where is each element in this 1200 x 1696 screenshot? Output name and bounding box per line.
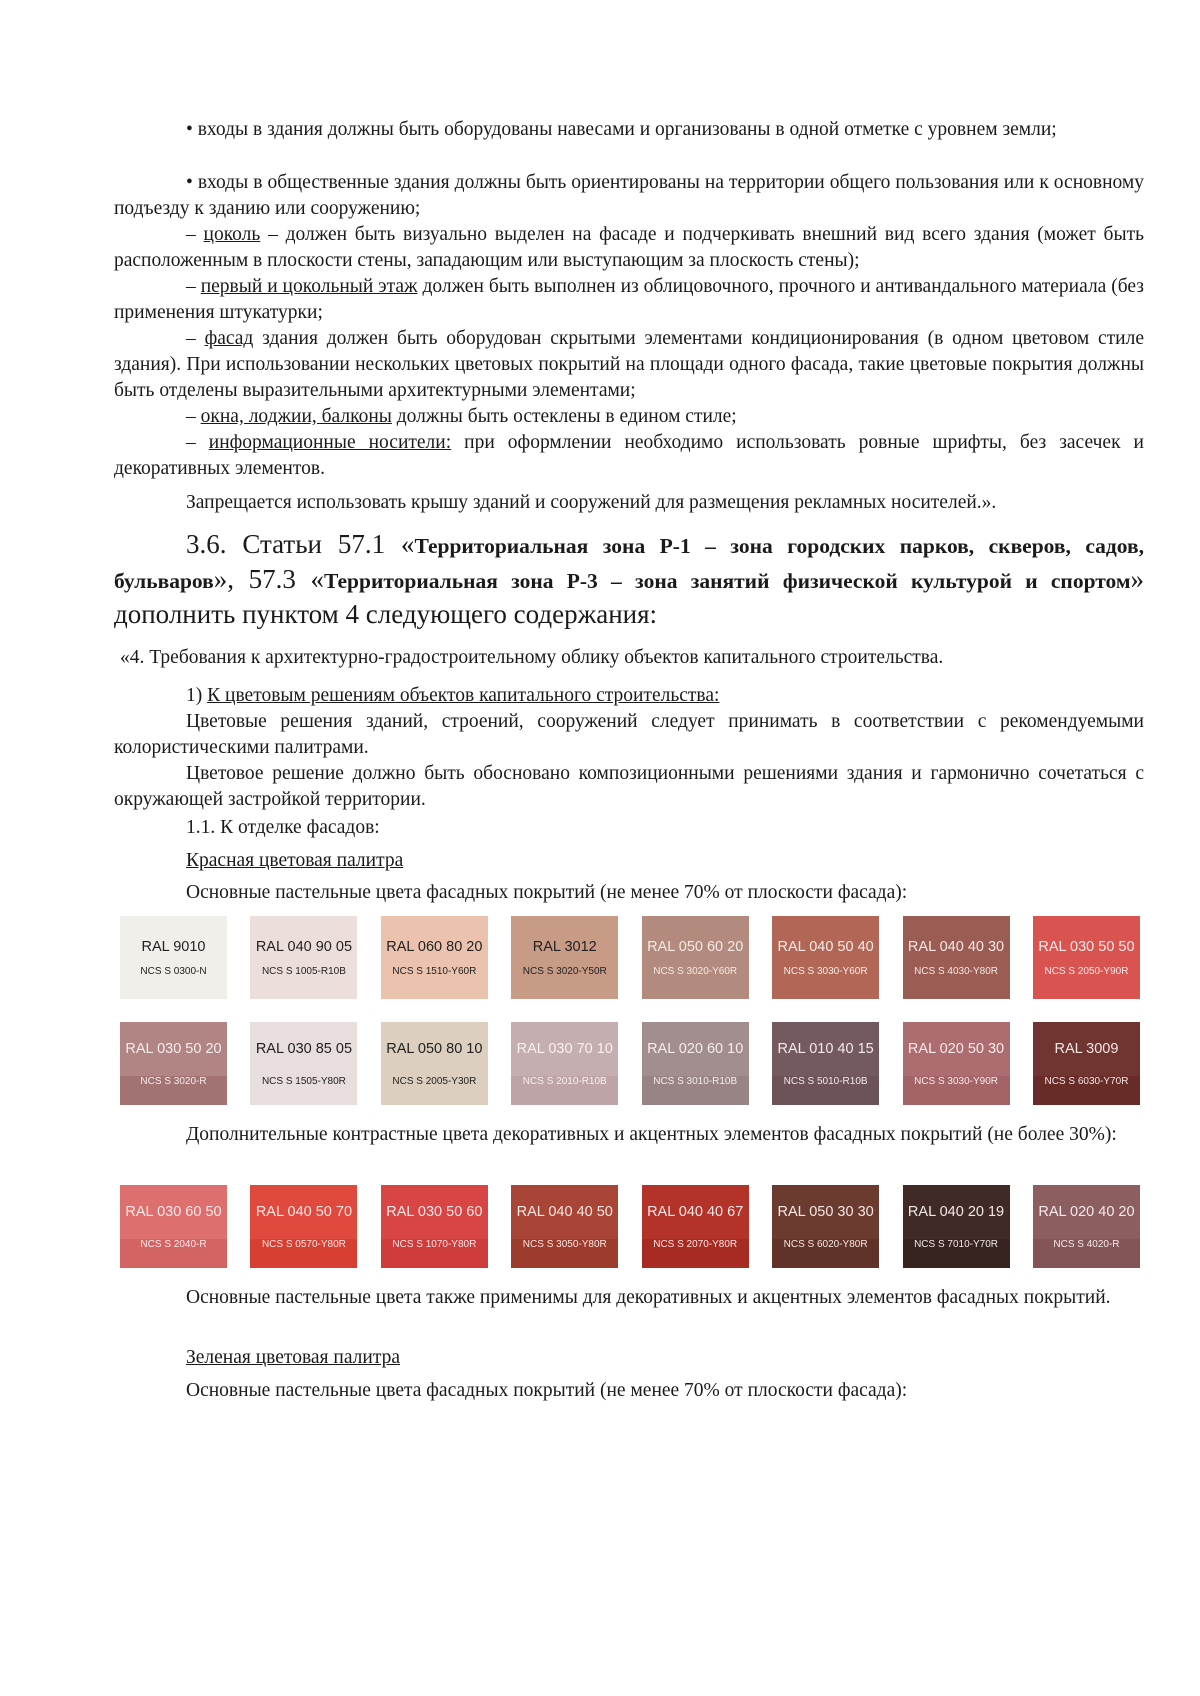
ral-code: RAL 020 60 10 [647,1041,744,1057]
ncs-code: NCS S 3010-R10B [653,1076,738,1087]
ral-code: RAL 030 50 50 [1038,938,1135,955]
color-swatch [511,1185,618,1268]
red-palette-heading [114,848,1144,874]
paragraph-color-palettes [114,709,1144,761]
paragraph-windows [114,404,1144,430]
color-swatch [1033,1185,1140,1268]
color-swatch [903,1022,1010,1105]
color-swatch [772,1022,879,1105]
main-palette-row-2 [120,1022,1140,1105]
dash: – [186,328,205,349]
swatch-bottom [903,1076,1010,1105]
ral-code: RAL 040 40 50 [516,1204,613,1220]
swatch-bottom [381,1239,488,1268]
color-swatch [772,1185,879,1268]
swatch-top [120,1022,227,1076]
ncs-code: NCS S 2040-R [140,1239,207,1250]
ncs-code: NCS S 3030-Y60R [783,965,868,977]
ncs-code: NCS S 2050-Y90R [1044,965,1129,977]
swatch-bottom [903,1239,1010,1268]
dash: – [186,224,204,245]
heading-text: », 57.3 « [213,564,324,594]
paragraph-text: должны быть остеклены в едином стиле; [391,406,737,427]
ncs-code: NCS S 7010-Y70R [914,1239,998,1250]
ncs-code: NCS S 0300-N [140,965,207,977]
dash: – [186,276,201,297]
ral-code: RAL 030 50 20 [125,1041,222,1057]
swatch-bottom [772,1239,879,1268]
heading-zone-r1: Территориальная зона Р-1 – зона городских парков, скверов, садов, бульваров [114,534,1144,593]
ncs-code: NCS S 3020-R [140,1076,207,1087]
dash: – [186,432,209,453]
list-number: 1) [186,685,208,706]
heading-zone-r3: Территориальная зона Р-3 – зона занятий физической культурой и спортом [323,569,1131,593]
ral-code: RAL 050 30 30 [777,1204,874,1220]
swatch-bottom [511,1239,618,1268]
ral-code: RAL 030 60 50 [125,1204,222,1220]
ral-code: RAL 040 40 67 [647,1204,744,1220]
swatch-bottom [250,1076,357,1105]
swatch-top [511,1185,618,1239]
term-plinth: цоколь [203,224,261,245]
main-palette-row-1 [120,916,1140,999]
paragraph-public-entrances [114,170,1144,222]
swatch-top [1033,1185,1140,1239]
paragraph-color-justification [114,761,1144,813]
paragraph-text: Дополнительные контрастные цвета декоративных и акцентных элементов фасадных покрытий (не более 30%): [186,1124,1117,1145]
color-swatch [250,1022,357,1105]
ncs-code: NCS S 1510-Y60R [392,965,477,977]
swatch-bottom [381,1076,488,1105]
color-swatch [511,916,618,999]
accent-palette-row [120,1185,1140,1268]
paragraph-facade [114,326,1144,404]
palette-title: Красная цветовая палитра [186,850,404,871]
paragraph-text: • входы в здания должны быть оборудованы навесами и организованы в одной отметке с уровнем земли; [186,119,1057,140]
ncs-code: NCS S 1505-Y80R [261,1076,346,1087]
term-facade: фасад [204,328,254,349]
swatch-top [120,1185,227,1239]
ral-code: RAL 050 80 10 [386,1041,483,1057]
paragraph-facade-finish [114,815,1144,841]
swatch-top [381,1185,488,1239]
swatch-bottom [642,1076,749,1105]
color-swatch [1033,1022,1140,1105]
paragraph-text: Запрещается использовать крышу зданий и сооружений для размещения рекламных носителей.». [186,492,997,513]
color-swatch [1033,916,1140,999]
paragraph-info-media [114,430,1144,482]
swatch-top [903,1185,1010,1239]
ncs-code: NCS S 1005-R10B [261,965,346,977]
ral-code: RAL 030 85 05 [255,1041,353,1057]
color-swatch [642,1022,749,1105]
green-palette-heading [114,1345,1144,1371]
color-swatch [250,1185,357,1268]
swatch-top [250,1022,357,1076]
swatch-top [511,1022,618,1076]
swatch-bottom [250,1239,357,1268]
heading-text: » дополнить пунктом 4 следующего содержания: [114,564,1144,629]
paragraph-text: «4. Требования к архитектурно-градостроительному облику объектов капитального строительства. [120,647,944,668]
ncs-code: NCS S 1070-Y80R [392,1239,477,1250]
paragraph-text: Цветовые решения зданий, строений, сооружений следует принимать в соответствии с рекомендуемыми колористическими палитрами. [114,711,1144,758]
ral-code: RAL 040 90 05 [255,938,353,955]
paragraph-requirements-title [120,645,1150,671]
ncs-code: NCS S 3030-Y90R [914,1076,998,1087]
swatch-bottom [1033,1076,1140,1105]
color-swatch [120,1022,227,1105]
swatch-bottom [120,1239,227,1268]
color-swatch [642,1185,749,1268]
paragraph-roof-ads [114,490,1144,516]
swatch-bottom [772,1076,879,1105]
paragraph-text: при оформлении необходимо использовать ровные шрифты, без засечек и декоративных элементов. [114,432,1144,479]
paragraph-first-floor [114,274,1144,326]
ral-code: RAL 060 80 20 [386,938,483,955]
swatch-bottom [511,1076,618,1105]
color-swatch [642,916,749,999]
term-info-media: информационные носители: [208,432,452,453]
swatch-top [1033,1022,1140,1076]
color-swatch [772,916,879,999]
color-swatch [120,1185,227,1268]
swatch-top [642,1022,749,1076]
ncs-code: NCS S 2070-Y80R [653,1239,738,1250]
subheading-color-solutions: К цветовым решениям объектов капитального строительства: [207,685,720,706]
color-swatch [381,1185,488,1268]
paragraph-entrances [114,117,1144,143]
paragraph-text: здания должен быть оборудован скрытыми элементами кондиционирования (в одном цветовом стиле здания). При использовании нескольких цветовых покрытий на площади одного фасада, такие цветовые покрытия должны быть отделены выразительными архитектурными элементами; [114,328,1144,401]
swatch-bottom [1033,1239,1140,1268]
ncs-code: NCS S 4020-R [1053,1239,1120,1250]
paragraph-color-solutions-heading [114,683,1144,709]
paragraph-pastel-applicable [114,1285,1144,1311]
ral-code: RAL 040 20 19 [907,1204,1005,1220]
ncs-code: NCS S 3050-Y80R [522,1239,607,1250]
ncs-code: NCS S 3020-Y60R [653,965,738,977]
paragraph-text: – должен быть визуально выделен на фасаде и подчеркивать внешний вид всего здания (может быть расположенным в плоскости стены, западающим или выступающим за плоскость стены); [114,224,1144,271]
ral-code: RAL 050 60 20 [647,938,744,955]
swatch-top [250,1185,357,1239]
ral-code: RAL 040 50 40 [777,938,874,955]
paragraph-text: 1.1. К отделке фасадов: [186,817,380,838]
ncs-code: NCS S 2010-R10B [522,1076,607,1087]
color-swatch [381,916,488,999]
paragraph-green-main-colors [114,1378,1144,1404]
ral-code: RAL 020 40 20 [1038,1204,1135,1220]
swatch-top [642,1185,749,1239]
ral-code: RAL 3009 [1054,1041,1119,1057]
ncs-code: NCS S 4030-Y80R [914,965,998,977]
term-windows: окна, лоджии, балконы [200,406,392,427]
paragraph-text: Основные пастельные цвета фасадных покрытий (не менее 70% от плоскости фасада): [186,1380,908,1401]
color-swatch [381,1022,488,1105]
paragraph-text: Основные пастельные цвета также применимы для декоративных и акцентных элементов фасадных покрытий. [186,1287,1111,1308]
paragraph-plinth [114,222,1144,274]
ral-code: RAL 040 40 30 [907,938,1005,955]
ncs-code: NCS S 0570-Y80R [261,1239,346,1250]
heading-text: 3.6. Статьи 57.1 « [186,529,415,559]
ral-code: RAL 020 50 30 [907,1041,1005,1057]
swatch-top [772,1022,879,1076]
ncs-code: NCS S 6030-Y70R [1044,1076,1129,1087]
ral-code: RAL 010 40 15 [777,1041,874,1057]
swatch-top [903,1022,1010,1076]
ral-code: RAL 3012 [532,938,597,955]
ncs-code: NCS S 2005-Y30R [392,1076,477,1087]
paragraph-text: • входы в общественные здания должны быть ориентированы на территории общего пользования или к основному подъезду к зданию или сооружению; [114,172,1144,219]
color-swatch [511,1022,618,1105]
term-first-floor: первый и цокольный этаж [200,276,418,297]
swatch-top [772,1185,879,1239]
swatch-bottom [120,1076,227,1105]
paragraph-main-colors [114,880,1144,906]
color-swatch [903,1185,1010,1268]
ncs-code: NCS S 3020-Y50R [522,965,607,977]
dash: – [186,406,201,427]
ncs-code: NCS S 6020-Y80R [783,1239,868,1250]
ncs-code: NCS S 5010-R10B [783,1076,868,1087]
paragraph-accent-colors [114,1122,1144,1148]
color-swatch [903,916,1010,999]
paragraph-text: Основные пастельные цвета фасадных покрытий (не менее 70% от плоскости фасада): [186,882,908,903]
palette-title: Зеленая цветовая палитра [186,1347,400,1368]
ral-code: RAL 040 50 70 [255,1204,353,1220]
color-swatch [250,916,357,999]
ral-code: RAL 030 70 10 [516,1041,613,1057]
swatch-bottom [642,1239,749,1268]
section-heading-3-6 [114,528,1144,631]
paragraph-text: должен быть выполнен из облицовочного, прочного и антивандального материала (без применения штукатурки; [114,276,1145,323]
ral-code: RAL 9010 [141,938,206,955]
color-swatch [120,916,227,999]
paragraph-text: Цветовое решение должно быть обосновано композиционными решениями здания и гармонично сочетаться с окружающей застройкой территории. [114,763,1144,810]
ral-code: RAL 030 50 60 [386,1204,483,1220]
swatch-top [381,1022,488,1076]
